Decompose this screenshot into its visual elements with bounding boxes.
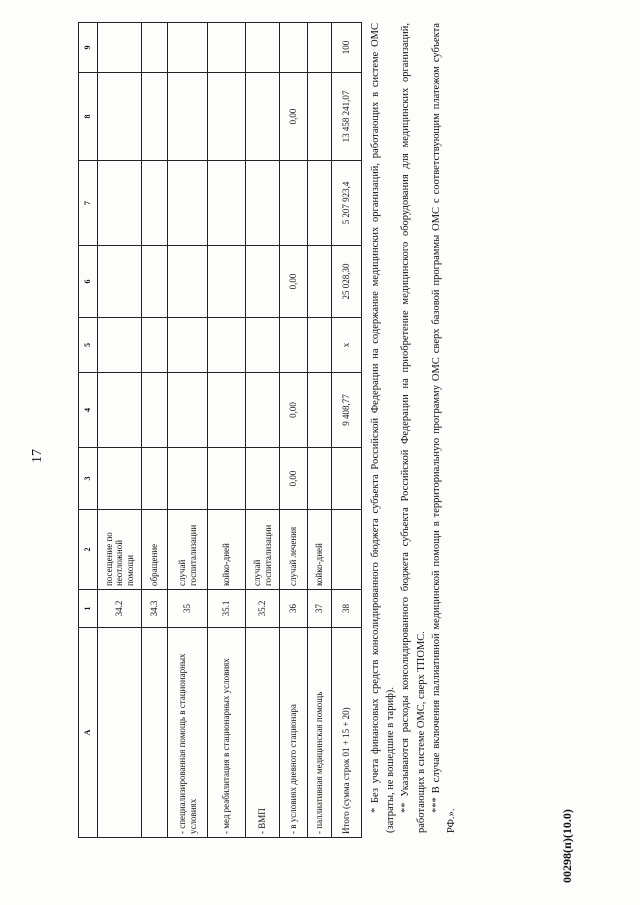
value-cell: 0,00 [280, 373, 308, 448]
unit-cell: случай госпитализации [246, 510, 280, 590]
table-row [168, 23, 208, 838]
value-cell: x [332, 318, 362, 373]
page-number: 17 [30, 449, 45, 463]
value-cell [308, 373, 332, 448]
unit-cell: случай лечения [280, 510, 308, 590]
value-cell [168, 73, 208, 161]
value-cell [98, 161, 142, 246]
row-label: - паллиативная медицинская помощь [308, 628, 332, 838]
header-cell: 3 [79, 448, 98, 510]
row-label: - мед реабилитация в стационарных условиях [208, 628, 246, 838]
rotated-page [0, 13, 620, 893]
value-cell [208, 23, 246, 73]
header-cell: 9 [79, 23, 98, 73]
value-cell [208, 161, 246, 246]
value-cell [246, 448, 280, 510]
row-number: 35 [168, 590, 208, 628]
unit-cell [332, 510, 362, 590]
value-cell: 25 028,30 [332, 246, 362, 318]
value-cell [246, 73, 280, 161]
value-cell [98, 246, 142, 318]
value-cell [308, 318, 332, 373]
value-cell [208, 373, 246, 448]
value-cell [308, 448, 332, 510]
row-number: 34.2 [98, 590, 142, 628]
row-label: - специализированная помощь в стационарных условиях [168, 628, 208, 838]
table-row [246, 23, 280, 838]
value-cell: 13 458 241,07 [332, 73, 362, 161]
value-cell [168, 373, 208, 448]
value-cell [280, 318, 308, 373]
value-cell [142, 373, 168, 448]
value-cell [142, 73, 168, 161]
value-cell: 100 [332, 23, 362, 73]
row-number: 36 [280, 590, 308, 628]
unit-cell: койко-дней [308, 510, 332, 590]
value-cell [142, 161, 168, 246]
footnote-3: *** В случае включения паллиативной медицинской помощи в территориальную программу ОМС сверх базовой программы ОМС с соответствующим платежом субъекта РФ.». [430, 23, 458, 833]
footnote-2: ** Указываются расходы консолидированного бюджета субъекта Российской Федерации на приобретение медицинского оборудования для медицинских организаций, работающих в системе ОМС, сверх ТПОМС. [400, 23, 427, 833]
value-cell [246, 373, 280, 448]
value-cell [246, 318, 280, 373]
value-cell [308, 161, 332, 246]
value-cell [168, 246, 208, 318]
header-cell: А [79, 628, 98, 838]
value-cell [280, 161, 308, 246]
row-label: - в условиях дневного стационара [280, 628, 308, 838]
value-cell [246, 246, 280, 318]
row-label: Итого (сумма строк 01 + 15 + 20) [332, 628, 362, 838]
table-row [308, 23, 332, 838]
value-cell [98, 373, 142, 448]
value-cell [208, 448, 246, 510]
unit-cell: случай госпитализации [168, 510, 208, 590]
value-cell [142, 246, 168, 318]
financing-table [78, 22, 362, 838]
value-cell: 0,00 [280, 246, 308, 318]
table-row [98, 23, 142, 838]
value-cell [246, 23, 280, 73]
table-row [142, 23, 168, 838]
unit-cell: койко-дней [208, 510, 246, 590]
row-number: 35.1 [208, 590, 246, 628]
value-cell [308, 23, 332, 73]
value-cell [98, 23, 142, 73]
value-cell [308, 246, 332, 318]
header-cell: 4 [79, 373, 98, 448]
unit-cell: обращение [142, 510, 168, 590]
table-row [332, 23, 362, 838]
value-cell [98, 448, 142, 510]
value-cell [168, 448, 208, 510]
value-cell [208, 318, 246, 373]
value-cell [142, 23, 168, 73]
header-cell: 8 [79, 73, 98, 161]
row-label: - ВМП [246, 628, 280, 838]
value-cell: 5 207 923,4 [332, 161, 362, 246]
table-row [208, 23, 246, 838]
value-cell [280, 23, 308, 73]
footnote-1: * Без учета финансовых средств консолидированного бюджета субъекта Российской Федерации на содержание медицинских организаций, работающих в системе ОМС (затраты, не вошедшие в тариф). [370, 23, 397, 833]
header-cell: 5 [79, 318, 98, 373]
value-cell [142, 448, 168, 510]
value-cell: 0,00 [280, 448, 308, 510]
value-cell [208, 246, 246, 318]
value-cell [168, 23, 208, 73]
value-cell [168, 161, 208, 246]
row-number: 35.2 [246, 590, 280, 628]
row-number: 34.3 [142, 590, 168, 628]
header-cell: 2 [79, 510, 98, 590]
table-header-row [79, 23, 98, 838]
value-cell: 0,00 [280, 73, 308, 161]
value-cell [246, 161, 280, 246]
table-row [280, 23, 308, 838]
value-cell [98, 73, 142, 161]
value-cell [332, 448, 362, 510]
footnotes [368, 23, 459, 833]
header-cell: 1 [79, 590, 98, 628]
document-code: 00298(п)(10.0) [560, 809, 574, 883]
row-label [98, 628, 142, 838]
header-cell: 6 [79, 246, 98, 318]
header-cell: 7 [79, 161, 98, 246]
row-number: 37 [308, 590, 332, 628]
value-cell [208, 73, 246, 161]
value-cell [308, 73, 332, 161]
value-cell [98, 318, 142, 373]
unit-cell: посещение по неотложной помощи [98, 510, 142, 590]
value-cell [168, 318, 208, 373]
row-number: 38 [332, 590, 362, 628]
row-label [142, 628, 168, 838]
value-cell: 9 408,77 [332, 373, 362, 448]
value-cell [142, 318, 168, 373]
